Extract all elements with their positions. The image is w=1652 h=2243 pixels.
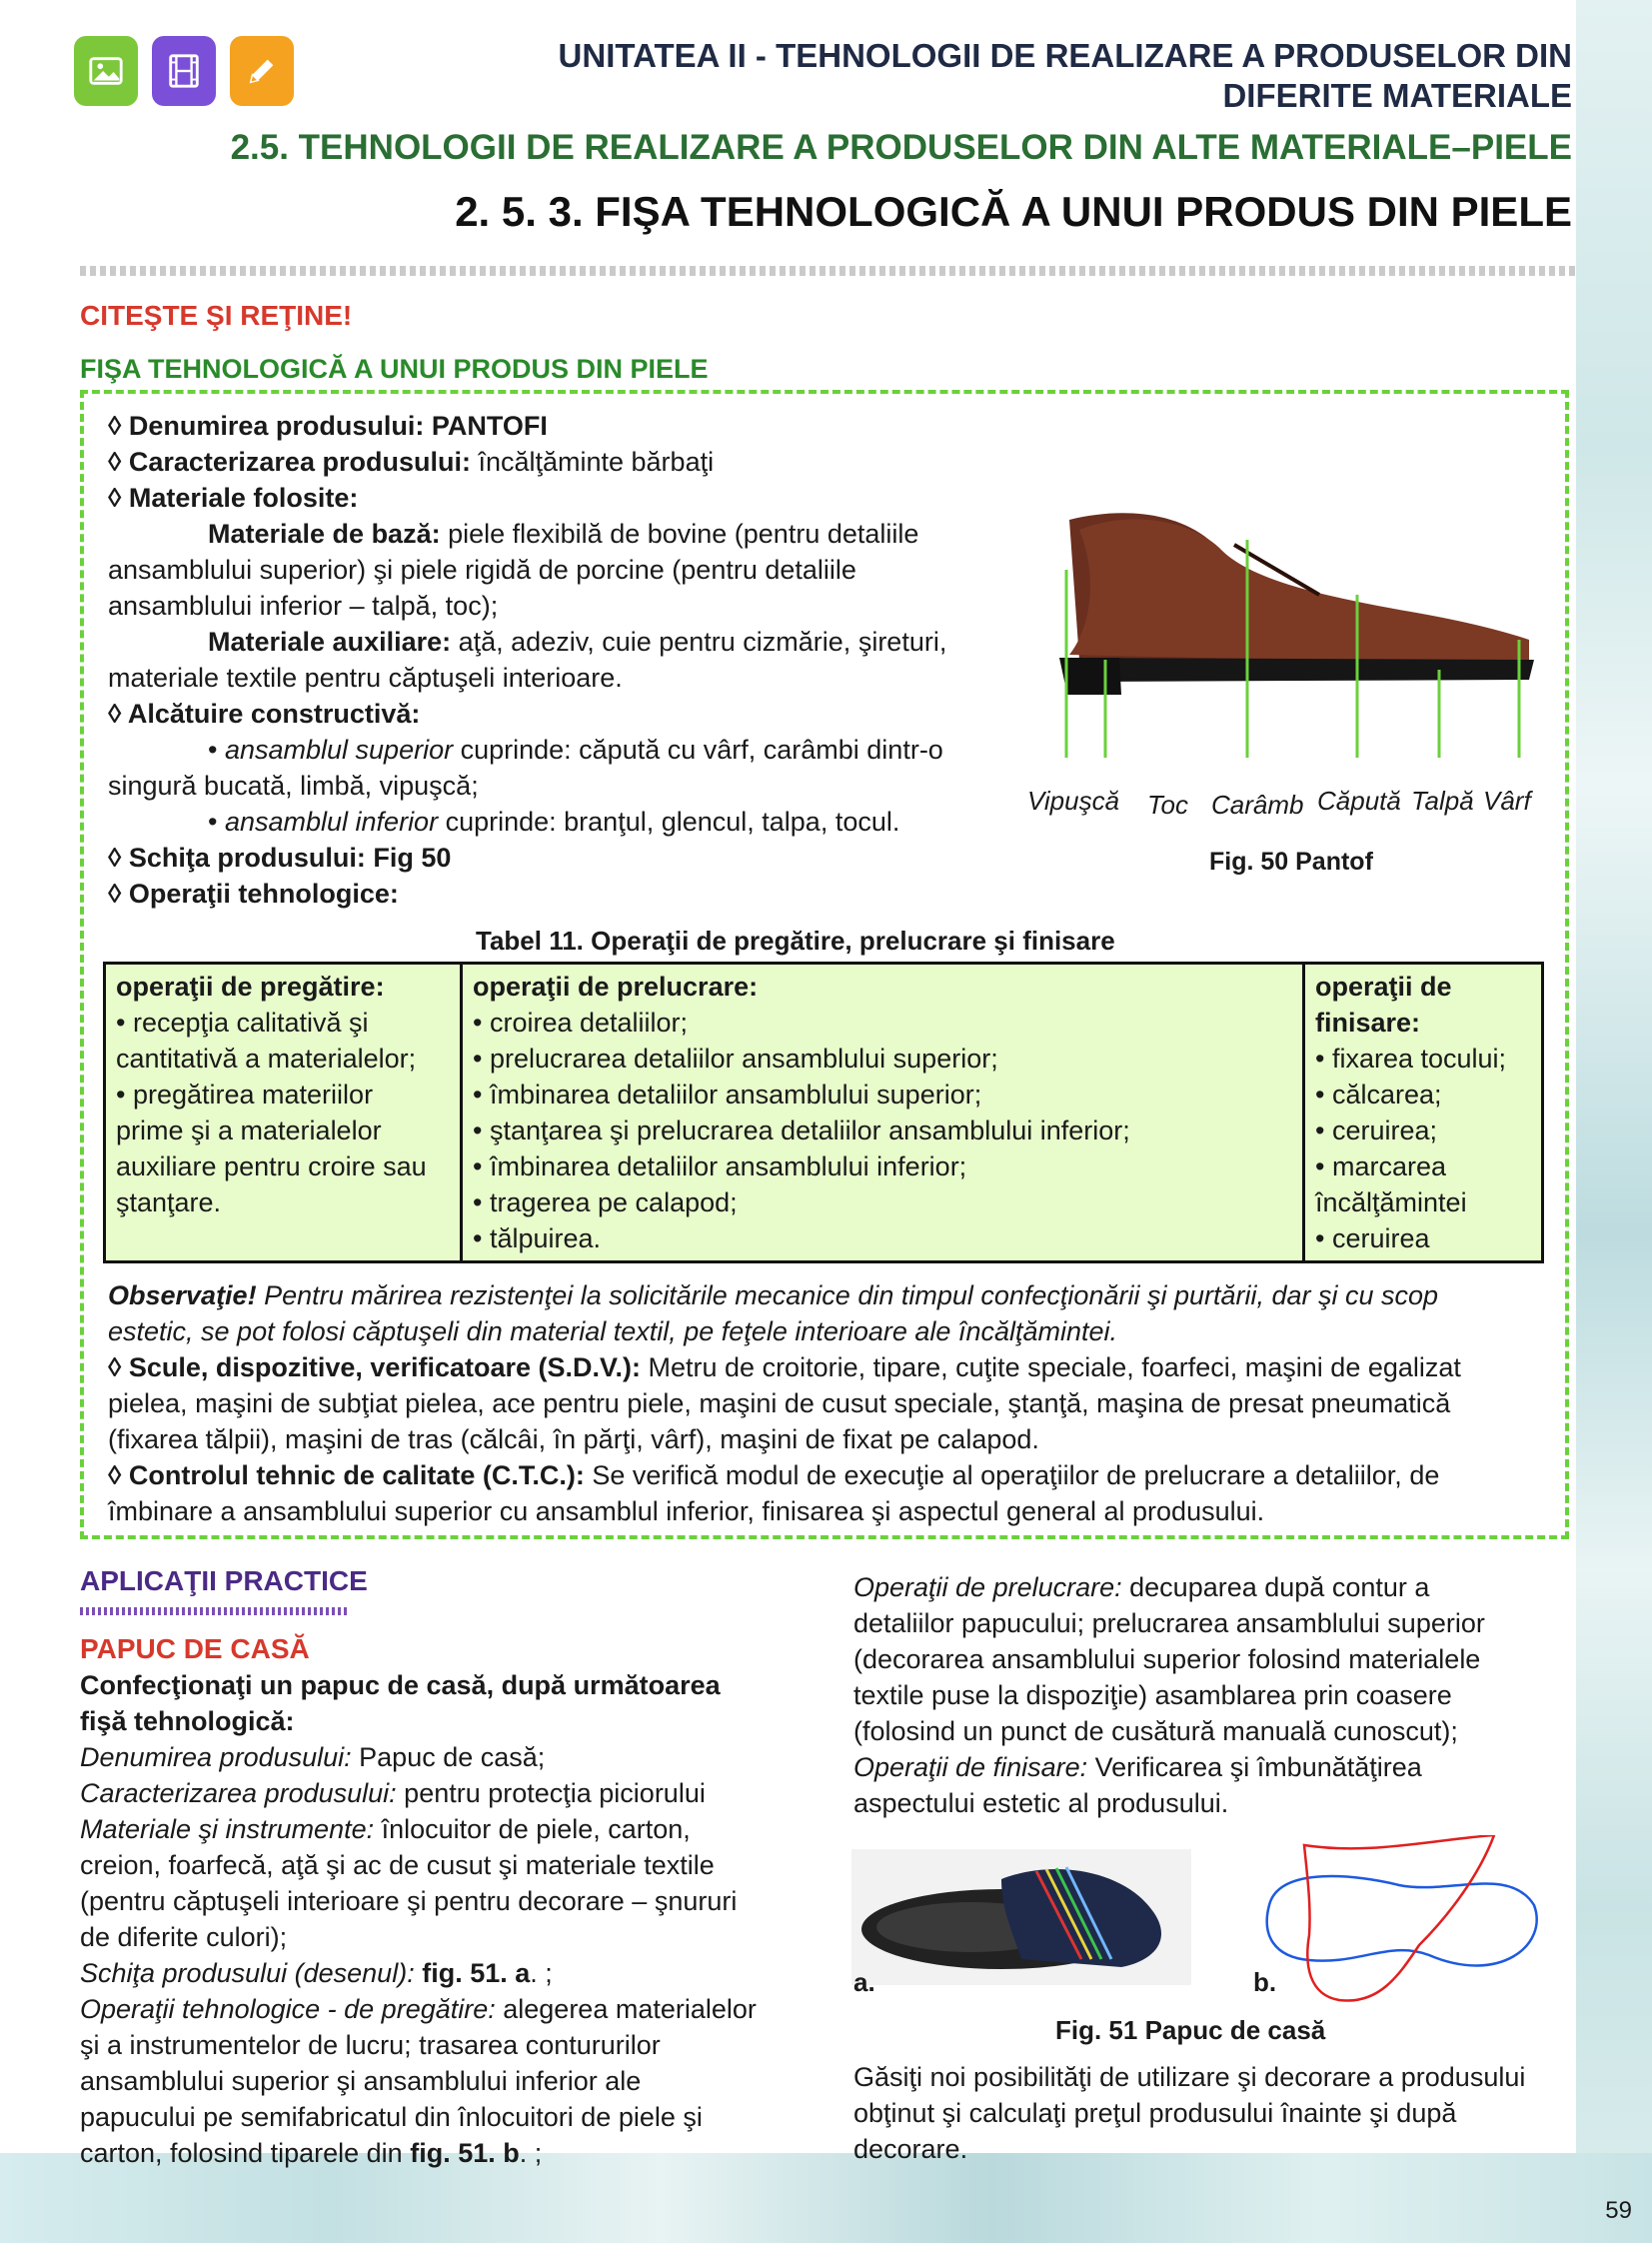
operations-table xyxy=(103,962,1544,1263)
fig-a-label: a. xyxy=(853,1967,875,1997)
shoe-label-vipusca: Vipuşcă xyxy=(1027,786,1120,816)
marble-background-right xyxy=(1576,0,1652,2243)
notes: Observaţie! Pentru mărirea rezistenţei la solicitările mecanice din timpul confecţionării şi purtării, dar şi cu scop estetic, se pot folosi căptuşeli din material textil, pe feţele interioare ale încălţămintei. ◊ Scule, dispozitive, verificatoare (S.D.V.): Metru de croitorie, tipare, cuţite speciale, foarfeci, maşini de egalizat pielea, maşini de subţiat pielea, ace pentru piele, maşini de cusut speciale, ştanţă, maşina de presat pneumatică (fixarea tălpii), maşini de tras (călcâi, în părţi, vârf), maşini de fixat pe calapod. ◊ Controlul tehnic de calitate (C.T.C.): Se verifică modul de execuţie al operaţiilor de prelucrare a detaliilor, de îmbinare a ansamblului superior cu ansamblul inferior, finisarea şi aspectul general al produsului. xyxy=(108,1280,1461,1526)
closing-text: Găsiţi noi posibilităţi de utilizare şi decorare a produsului obţinut şi calculaţi preţul produsului înainte şi după decorare. xyxy=(853,2062,1526,2164)
practice-underline xyxy=(80,1607,350,1615)
practice-right: Operaţii de prelucrare: decuparea după contur a detaliilor papucului; prelucrarea ansamblului superior (decorarea ansamblului superior folosind materialele textile puse la dispoziţie) asamblarea prin coasere (folosind un punct de cusătură manuală cunoscut); Operaţii de finisare: Verificarea şi îmbunătăţirea aspectului estetic al produsului. xyxy=(853,1572,1485,1818)
shoe-label-talpa: Talpă xyxy=(1411,786,1474,816)
read-title: CITEŞTE ŞI REŢINE! xyxy=(80,300,353,331)
toolbar-icons xyxy=(74,36,294,106)
shoe-illustration xyxy=(1019,490,1559,830)
shoe-label-toc: Toc xyxy=(1147,790,1188,820)
slipper-caption: Fig. 51 Papuc de casă xyxy=(1055,2015,1326,2045)
unit-title: UNITATEA II - TEHNOLOGII DE REALIZARE A PRODUSELOR DIN DIFERITE MATERIALE xyxy=(558,37,1572,114)
fig-b-label: b. xyxy=(1253,1967,1277,1997)
practice-subtitle: PAPUC DE CASĂ xyxy=(80,1633,310,1664)
shoe-label-caputa: Căpută xyxy=(1317,786,1401,816)
col-preparation: operaţii de pregătire: • recepţia calitativă şi cantitativă a materialelor; • pregătirea materiilor prime şi a materialelor auxiliare pentru croire sau ştanţare. xyxy=(105,964,462,1262)
col-finishing: operaţii de finisare: • fixarea tocului; • călcarea; • ceruirea; • marcarea încălţămintei • ceruirea xyxy=(1304,964,1543,1262)
table-caption: Tabel 11. Operaţii de pregătire, prelucrare şi finisare xyxy=(476,926,1115,956)
image-icon[interactable] xyxy=(74,36,138,106)
sheet-title: FIŞA TEHNOLOGICĂ A UNUI PRODUS DIN PIELE xyxy=(80,354,709,384)
sheet-text: ◊ Denumirea produsului: PANTOFI ◊ Caracterizarea produsului: încălţăminte bărbaţi ◊ Materiale folosite: Materiale de bază: piele flexibilă de bovine (pentru detaliile ansamblului superior) şi piele rigidă de porcine (pentru detaliile ansamblului inferior – talpă, toc); Materiale auxiliare: aţă, adeziv, cuie pentru cizmărie, şireturi, materiale textile pentru căptuşeli interioare. ◊ Alcătuire constructivă: • ansamblul superior cuprinde: căpută cu vârf, carâmbi dintr-o singură bucată, limbă, vipuşcă; • ansamblul inferior cuprinde: branţul, glencul, talpa, tocul. ◊ Schiţa produsului: Fig 50 ◊ Operaţii tehnologice: xyxy=(108,408,1007,912)
col-processing: operaţii de prelucrare: • croirea detaliilor; • prelucrarea detaliilor ansamblului superior; • îmbinarea detaliilor ansamblului superior; • ştanţarea şi prelucrarea detaliilor ansamblului inferior; • îmbinarea detaliilor ansamblului inferior; • tragerea pe calapod; • tălpuirea. xyxy=(462,964,1304,1262)
film-icon[interactable] xyxy=(152,36,216,106)
shoe-caption: Fig. 50 Pantof xyxy=(1209,848,1373,876)
practice-title: APLICAŢII PRACTICE xyxy=(80,1565,368,1596)
shoe-label-caramb: Carâmb xyxy=(1211,790,1304,820)
subsection-title: 2. 5. 3. FIŞA TEHNOLOGICĂ A UNUI PRODUS DIN PIELE xyxy=(455,188,1572,235)
slipper-photo xyxy=(851,1849,1191,1985)
slipper-pattern xyxy=(1249,1835,1549,2015)
page-number: 59 xyxy=(1605,2197,1632,2224)
shoe-label-varf: Vârf xyxy=(1483,786,1531,816)
divider xyxy=(80,266,1575,276)
section-title: 2.5. TEHNOLOGII DE REALIZARE A PRODUSELOR DIN ALTE MATERIALE–PIELE xyxy=(230,128,1572,167)
pencil-icon[interactable] xyxy=(230,36,294,106)
product-name: ◊ Denumirea produsului: PANTOFI xyxy=(108,411,548,441)
practice-left: Confecţionaţi un papuc de casă, după următoarea fişă tehnologică: Denumirea produsului: Papuc de casă; Caracterizarea produsului: pentru protecţia piciorului Materiale şi instrumente: înlocuitor de piele, carton, creion, foarfecă, aţă şi ac de cusut şi materiale textile (pentru căptuşeli interioare şi pentru decorare – şnururi de diferite culori); Schiţa produsului (desenul): fig. 51. a. ; Operaţii tehnologice - de pregătire: alegerea materialelor şi a instrumentelor de lucru; trasarea contururilor ansamblului superior şi ansamblului inferior ale papucului pe semifabricatul din înlocuitori de piele şi carton, folosind tiparele din fig. 51. b. ; xyxy=(80,1670,757,2168)
